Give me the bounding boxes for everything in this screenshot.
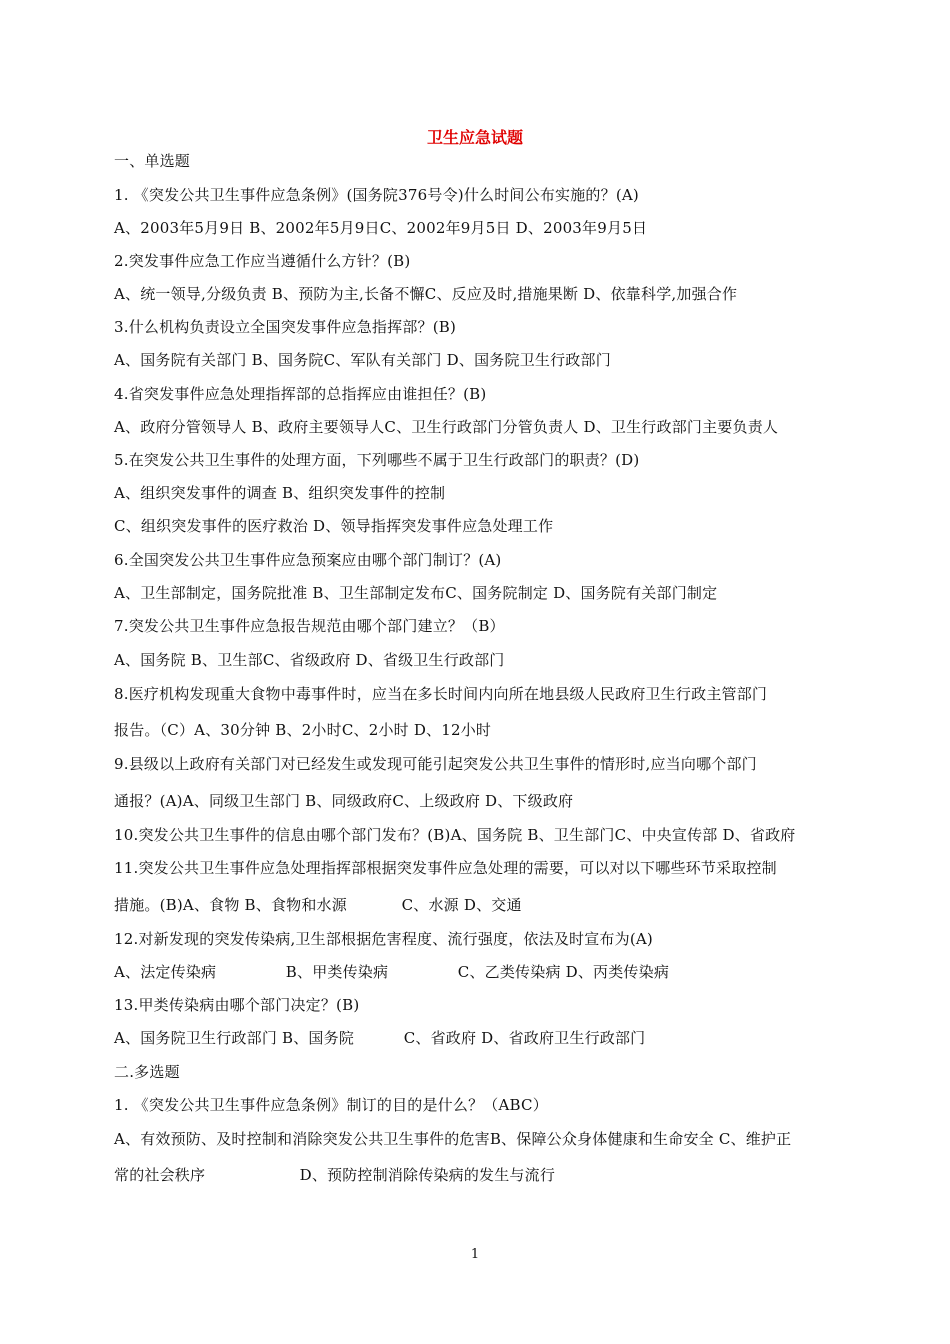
answer-options-line: A、国务院 B、卫生部C、省级政府 D、省级卫生行政部门 xyxy=(114,651,505,669)
answer-options-line: A、有效预防、及时控制和消除突发公共卫生事件的危害B、保障公众身体健康和生命安全 C、维护正 xyxy=(114,1130,792,1148)
answer-options-line: A、卫生部制定，国务院批准 B、卫生部制定发布C、国务院制定 D、国务院有关部门制定 xyxy=(114,584,718,602)
question-line: 11.突发公共卫生事件应急处理指挥部根据突发事件应急处理的需要，可以对以下哪些环节采取控制 xyxy=(114,859,777,877)
question-line: 5.在突发公共卫生事件的处理方面，下列哪些不属于卫生行政部门的职责？(D) xyxy=(114,451,640,469)
section-heading-single-choice: 一、单选题 xyxy=(114,152,191,170)
question-line: 7.突发公共卫生事件应急报告规范由哪个部门建立？（B） xyxy=(114,617,505,635)
question-line: 12.对新发现的突发传染病,卫生部根据危害程度、流行强度，依法及时宣布为(A) xyxy=(114,930,653,948)
answer-options-line: A、法定传染病 B、甲类传染病 C、乙类传染病 D、丙类传染病 xyxy=(114,963,670,981)
answer-options-line: A、国务院卫生行政部门 B、国务院 C、省政府 D、省政府卫生行政部门 xyxy=(114,1029,646,1047)
question-line: 8.医疗机构发现重大食物中毒事件时，应当在多长时间内向所在地县级人民政府卫生行政主管部门 xyxy=(114,685,768,703)
answer-options-line: 常的社会秩序 D、预防控制消除传染病的发生与流行 xyxy=(114,1166,556,1184)
question-line: 3.什么机构负责设立全国突发事件应急指挥部？(B) xyxy=(114,318,457,336)
question-line: 4.省突发事件应急处理指挥部的总指挥应由谁担任？(B) xyxy=(114,385,487,403)
question-line: 通报？(A)A、同级卫生部门 B、同级政府C、上级政府 D、下级政府 xyxy=(114,792,574,810)
question-line: 13.甲类传染病由哪个部门决定？(B) xyxy=(114,996,360,1014)
answer-options-line: C、组织突发事件的医疗救治 D、领导指挥突发事件应急处理工作 xyxy=(114,517,554,535)
question-line: 10.突发公共卫生事件的信息由哪个部门发布？(B)A、国务院 B、卫生部门C、中央宣传部 D、省政府 xyxy=(114,826,796,844)
answer-options-line: A、2003年5月9日 B、2002年5月9日C、2002年9月5日 D、2003年9月5日 xyxy=(114,219,648,237)
question-line: 措施。(B)A、食物 B、食物和水源 C、水源 D、交通 xyxy=(114,896,522,914)
question-line: 9.县级以上政府有关部门对已经发生或发现可能引起突发公共卫生事件的情形时,应当向哪个部门 xyxy=(114,755,757,773)
answer-options-line: A、组织突发事件的调查 B、组织突发事件的控制 xyxy=(114,484,446,502)
page-number: 1 xyxy=(470,1247,480,1262)
question-line: 报告。（C）A、30分钟 B、2小时C、2小时 D、12小时 xyxy=(114,721,492,739)
answer-options-line: A、国务院有关部门 B、国务院C、军队有关部门 D、国务院卫生行政部门 xyxy=(114,351,611,369)
section-heading-multiple-choice: 二.多选题 xyxy=(114,1063,180,1081)
answer-options-line: A、政府分管领导人 B、政府主要领导人C、卫生行政部门分管负责人 D、卫生行政部门主要负责人 xyxy=(114,418,779,436)
answer-options-line: A、统一领导,分级负责 B、预防为主,长备不懈C、反应及时,措施果断 D、依靠科学,加强合作 xyxy=(114,285,738,303)
document-title: 卫生应急试题 xyxy=(426,128,523,147)
question-line: 6.全国突发公共卫生事件应急预案应由哪个部门制订？(A) xyxy=(114,551,502,569)
question-line: 2.突发事件应急工作应当遵循什么方针？(B) xyxy=(114,252,411,270)
question-line: 1. 《突发公共卫生事件应急条例》(国务院376号令)什么时间公布实施的？(A) xyxy=(114,186,639,204)
question-line: 1. 《突发公共卫生事件应急条例》制订的目的是什么？（ABC） xyxy=(114,1096,548,1114)
